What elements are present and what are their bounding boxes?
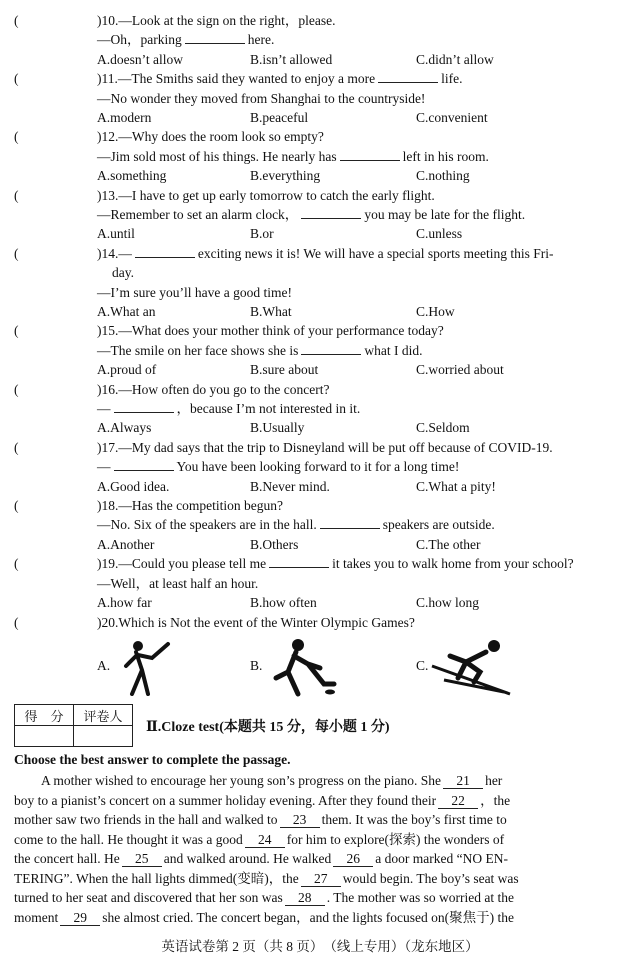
question-reply: —No wonder they moved from Shanghai to the countryside! <box>97 90 426 106</box>
cloze-blank[interactable]: 25 <box>122 851 162 867</box>
passage-text: her <box>485 773 503 788</box>
option-b-label[interactable]: B. <box>250 658 263 673</box>
option-a[interactable]: A.something <box>97 168 167 184</box>
option-c[interactable]: C.worried about <box>416 362 504 378</box>
passage-line <box>14 830 626 849</box>
question-reply: —I’m sure you’ll have a good time! <box>97 284 292 300</box>
option-c[interactable]: C.How <box>416 304 455 319</box>
option-b[interactable]: B.Never mind. <box>250 478 330 494</box>
passage-line <box>14 791 626 810</box>
option-a[interactable]: A.how far <box>97 595 152 610</box>
score-table <box>14 704 133 747</box>
answer-bracket[interactable]: ( <box>14 129 19 145</box>
option-b[interactable]: B.or <box>250 226 274 242</box>
answer-options <box>0 594 640 612</box>
answer-options <box>0 303 640 321</box>
question-stem: ( )19.—Could you please tell me it takes you to walk home from your school? <box>14 556 574 572</box>
passage-line <box>14 908 626 927</box>
passage-text: ，the <box>480 792 511 808</box>
grader-cell[interactable] <box>74 726 133 747</box>
answer-bracket[interactable]: ( <box>14 556 19 572</box>
answer-bracket[interactable]: ( <box>14 439 19 455</box>
option-b[interactable]: B.Others <box>250 536 299 552</box>
cloze-blank[interactable]: 23 <box>280 812 320 828</box>
instruction: Choose the best answer to complete the passage. <box>14 752 291 767</box>
option-c[interactable]: C.Seldom <box>416 420 470 436</box>
question-stem: ( )13.—I have to get up early tomorrow to catch the early flight. <box>14 187 435 203</box>
option-c[interactable]: C.What a pity! <box>416 478 496 494</box>
question-stem: ( )15.—What does your mother think of your performance today? <box>14 323 444 339</box>
option-a[interactable]: A.doesn’t allow <box>97 51 183 67</box>
answer-bracket[interactable]: ( <box>14 615 19 630</box>
option-c-label[interactable]: C. <box>416 658 429 673</box>
fencing-icon[interactable] <box>122 640 172 696</box>
option-c[interactable]: C.nothing <box>416 168 470 184</box>
passage-text: turned to her seat and discovered that her son was <box>14 890 283 905</box>
question-reply: —Remember to set an alarm clock， you may be late for the flight. <box>97 207 526 222</box>
passage-text: come to the hall. He thought it was a good <box>14 831 243 847</box>
answer-blank[interactable] <box>135 245 195 258</box>
answer-options <box>0 536 640 554</box>
answer-blank[interactable] <box>340 148 400 161</box>
answer-blank[interactable] <box>320 516 380 529</box>
question-reply: —Jim sold most of his things. He nearly has left in his room. <box>97 148 489 164</box>
answer-options <box>0 478 640 496</box>
option-c[interactable]: C.convenient <box>416 110 488 125</box>
option-a-label[interactable]: A. <box>97 658 111 673</box>
passage-line <box>14 810 626 829</box>
answer-options <box>0 167 640 185</box>
cloze-blank[interactable]: 21 <box>443 773 483 789</box>
question-reply: —No. Six of the speakers are in the hall. speakers are outside. <box>97 517 495 533</box>
passage-text: boy to a pianist’s concert on a summer holiday evening. After they found their <box>14 792 437 808</box>
passage-line <box>14 869 626 888</box>
question-reply: —Oh，parking here. <box>97 32 275 48</box>
option-b[interactable]: B.how often <box>250 595 317 610</box>
score-cell[interactable] <box>15 726 74 747</box>
passage-text: would begin. The boy’s seat was <box>342 870 519 886</box>
question-stem: ( )17.—My dad says that the trip to Disneyland will be put off because of COVID-19. <box>14 439 553 455</box>
answer-blank[interactable] <box>114 400 174 413</box>
passage-line <box>14 888 626 907</box>
passage-text: she almost cried. The concert began，and the lights focused on(聚焦于) the <box>102 909 515 925</box>
question-reply: —Well，at least half an hour. <box>97 575 259 591</box>
option-a[interactable]: A.Another <box>97 536 155 552</box>
passage-text: for him to explore(探索) the wonders of <box>286 831 505 847</box>
option-a[interactable]: A.until <box>97 226 135 242</box>
ice-hockey-icon[interactable] <box>268 638 340 698</box>
passage-text: the concert hall. He <box>14 851 120 866</box>
question-stem: ( )14.— exciting news it is! We will have a special sports meeting this Fri- <box>14 245 554 261</box>
answer-blank[interactable] <box>301 342 361 355</box>
option-a[interactable]: A.Always <box>97 420 152 436</box>
option-c[interactable]: C.how long <box>416 595 480 610</box>
passage-line <box>14 849 626 868</box>
answer-blank[interactable] <box>301 206 361 219</box>
option-c[interactable]: C.unless <box>416 226 463 242</box>
option-b[interactable]: B.Usually <box>250 420 305 436</box>
question-stem-cont: day. <box>112 265 134 281</box>
answer-bracket[interactable]: ( <box>14 245 19 261</box>
answer-blank[interactable] <box>185 31 245 44</box>
option-c[interactable]: C.didn’t allow <box>416 51 494 67</box>
page-footer: 英语试卷第 2 页（共 8 页） （线上专用）（龙东地区） <box>161 939 479 954</box>
answer-bracket[interactable]: ( <box>14 71 19 87</box>
passage-text: a door marked “NO EN- <box>375 851 508 866</box>
passage-text: . The mother was so worried at the <box>326 890 514 905</box>
option-a[interactable]: A.modern <box>97 110 152 125</box>
option-b[interactable]: B.everything <box>250 168 321 184</box>
question-stem: ( )10.—Look at the sign on the right，please. <box>14 13 336 28</box>
skiing-icon[interactable] <box>430 636 512 696</box>
answer-bracket[interactable]: ( <box>14 498 19 513</box>
question-reply: — ，because I’m not interested in it. <box>97 401 361 416</box>
passage-text: and walked around. He walked <box>163 851 332 866</box>
answer-options <box>0 51 640 69</box>
question-stem: ( )12.—Why does the room look so empty? <box>14 129 324 145</box>
passage-text: them. It was the boy’s first time to <box>321 812 507 827</box>
answer-bracket[interactable]: ( <box>14 187 19 203</box>
answer-blank[interactable] <box>269 555 329 568</box>
question-reply: —The smile on her face shows she is what I did. <box>97 342 423 358</box>
passage-line <box>14 771 626 790</box>
cloze-blank[interactable]: 27 <box>301 871 341 887</box>
answer-options <box>0 419 640 437</box>
passage-text: moment <box>14 909 59 925</box>
passage-text: TERING”. When the hall lights dimmed(变暗)，the <box>14 870 299 886</box>
option-b[interactable]: B.peaceful <box>250 110 309 125</box>
question-reply: — You have been looking forward to it for a long time! <box>97 459 460 475</box>
answer-options <box>0 109 640 127</box>
option-c[interactable]: C.The other <box>416 536 481 552</box>
grader-header: 评卷人 <box>74 705 133 726</box>
answer-bracket[interactable]: ( <box>14 323 19 339</box>
option-b[interactable]: B.isn’t allowed <box>250 51 333 67</box>
answer-blank[interactable] <box>114 458 174 471</box>
cloze-blank[interactable]: 26 <box>333 851 373 867</box>
score-header: 得 分 <box>15 705 74 726</box>
answer-options <box>0 361 640 379</box>
option-b[interactable]: B.What <box>250 304 292 319</box>
cloze-blank[interactable]: 24 <box>245 832 285 848</box>
option-a[interactable]: A.Good idea. <box>97 478 170 494</box>
question-stem: ( )18.—Has the competition begun? <box>14 498 283 513</box>
question-20-text: )20.Which is Not the event of the Winter Olympic Games? <box>97 615 415 630</box>
option-a[interactable]: A.proud of <box>97 362 157 378</box>
option-a[interactable]: A.What an <box>97 304 156 319</box>
passage-text: A mother wished to encourage her young son’s progress on the piano. She <box>14 773 442 788</box>
answer-options <box>0 225 640 243</box>
section-title: Ⅱ.Cloze test(本题共 15 分，每小题 1 分) <box>146 720 390 735</box>
question-stem: ( )11.—The Smiths said they wanted to enjoy a more life. <box>14 71 463 87</box>
cloze-blank[interactable]: 28 <box>285 890 325 906</box>
answer-bracket[interactable]: ( <box>14 381 19 397</box>
cloze-blank[interactable]: 22 <box>438 793 478 809</box>
option-b[interactable]: B.sure about <box>250 362 319 378</box>
cloze-blank[interactable]: 29 <box>60 910 100 926</box>
question-20 <box>0 614 640 632</box>
answer-blank[interactable] <box>378 70 438 83</box>
answer-bracket[interactable]: ( <box>14 13 19 28</box>
passage-text: mother saw two friends in the hall and walked to <box>14 812 278 827</box>
question-stem: ( )16.—How often do you go to the concert? <box>14 381 330 397</box>
